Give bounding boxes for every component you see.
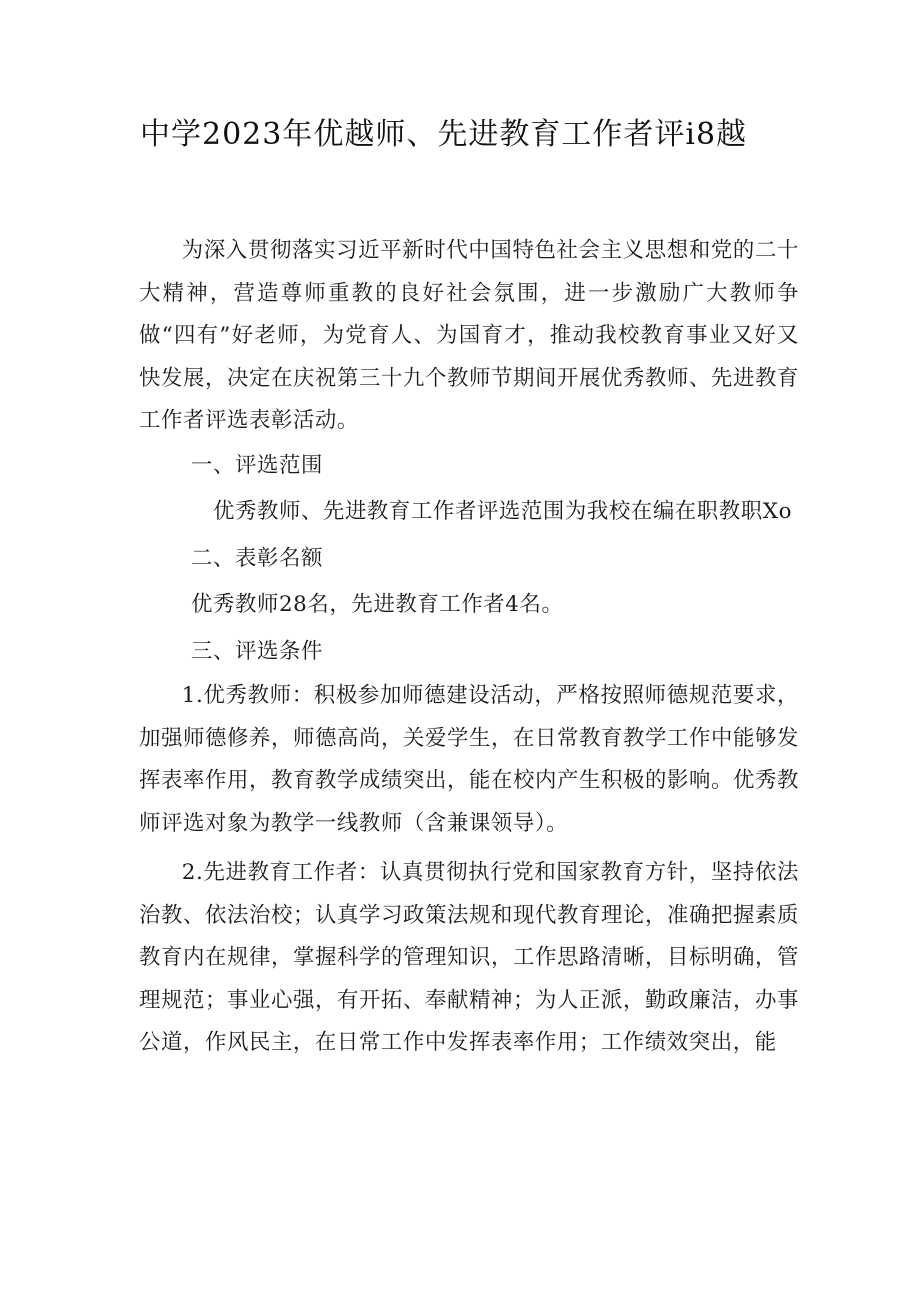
criteria-item-educator: 2.先进教育工作者：认真贯彻执行党和国家教育方针，坚持依法治教、依法治校；认真学习政策法规和现代教育理论，准确把握素质教育内在规律，掌握科学的管理知识，工作思路清晰，目标明确，管理规范；事业心强，有开拓、奉献精神；为人正派，勤政廉洁，办事公道，作风民主，在日常工作中发挥表率作用；工作绩效突出，能 [139, 860, 799, 1055]
scope-paragraph: 优秀教师、先进教育工作者评选范围为我校在编在职教职Xo [213, 499, 793, 524]
intro-paragraph: 为深入贯彻落实习近平新时代中国特色社会主义思想和党的二十大精神，营造尊师重教的良好社会氛围，进一步激励广大教师争做“四有”好老师，为党育人、为国育才，推动我校教育事业又好又快发展，决定在庆祝第三十九个教师节期间开展优秀教师、先进教育工作者评选表彰活动。 [139, 238, 799, 433]
section-heading-scope: 一、评选范围 [191, 452, 323, 478]
document-title: 中学2023年优越师、先进教育工作者评i8越 [140, 117, 748, 152]
section-heading-criteria: 三、评选条件 [191, 638, 323, 664]
document-body [139, 230, 799, 1065]
criteria-item-teacher: 1.优秀教师：积极参加师德建设活动，严格按照师德规范要求，加强师德修养，师德高尚，关爱学生，在日常教育教学工作中能够发挥表率作用，教育教学成绩突出，能在校内产生积极的影响。优秀教师评选对象为教学一线教师（含兼课领导）。 [139, 683, 799, 836]
section-heading-quota: 二、表彰名额 [191, 545, 323, 571]
quota-paragraph: 优秀教师28名，先进教育工作者4名。 [191, 592, 564, 617]
paragraph-gap [139, 845, 799, 852]
